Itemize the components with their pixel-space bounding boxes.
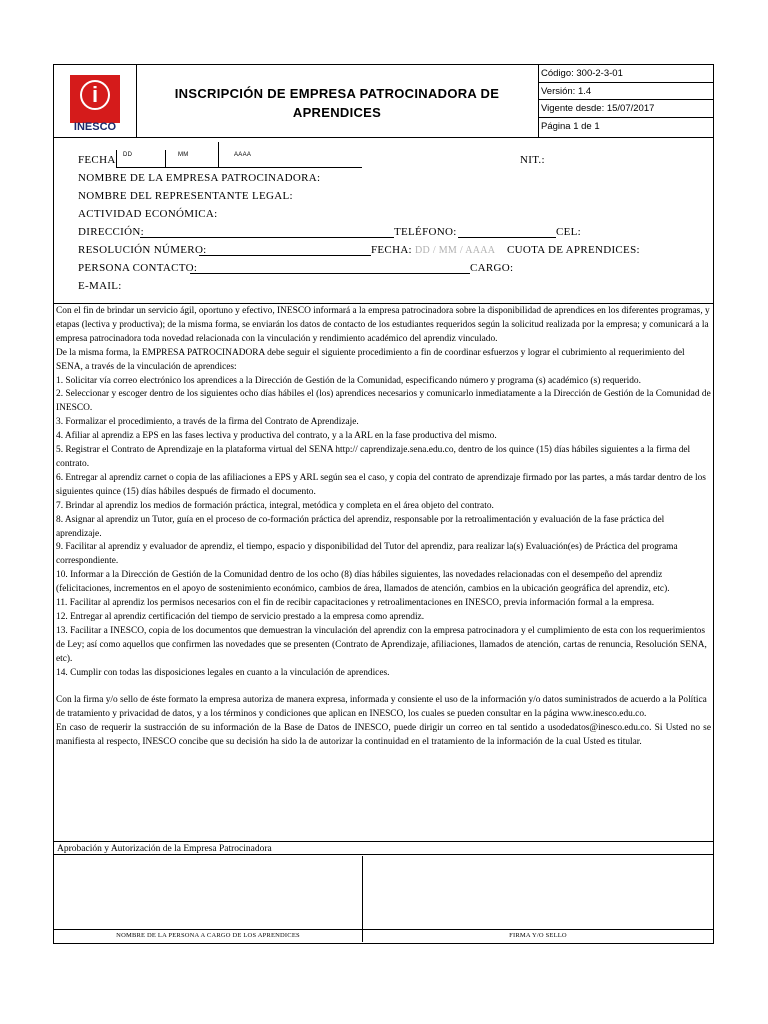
- info-i-icon: i: [80, 80, 110, 110]
- direccion-field[interactable]: [140, 237, 394, 238]
- company-fields: [54, 137, 713, 304]
- document-meta: [538, 65, 713, 137]
- step-2: 2. Seleccionar y escoger dentro de los siguientes ocho días hábiles el (los) aprendices necesarios y comunicarlo inmediatamente a la Dirección de Gestión de la Comunidad de INESCO.: [56, 389, 711, 414]
- contacto-field[interactable]: [190, 273, 470, 274]
- empresa-label: NOMBRE DE LA EMPRESA PATROCINADORA:: [78, 172, 321, 184]
- form-header: [54, 65, 713, 138]
- email-label: E-MAIL:: [78, 280, 122, 292]
- meta-version: Versión: 1.4: [538, 83, 713, 101]
- responsible-name-box[interactable]: [54, 856, 363, 942]
- title-line-1: INSCRIPCIÓN DE EMPRESA PATROCINADORA DE: [174, 86, 500, 101]
- step-5: 5. Registrar el Contrato de Aprendizaje en la plataforma virtual del SENA http:// caprendizaje.sena.edu.co, dentro de los quince (15) días hábiles siguientes a la firma del contrato.: [56, 445, 691, 469]
- consent-paragraph: Con la firma y/o sello de éste formato la empresa autoriza de manera expresa, informada y consiente el uso de la información y/o datos suministrados de acuerdo a la Política de tratamiento y privacidad de datos, y a los términos y condiciones que aplican en INESCO, los cuales se pueden consultar en la página www.inesco.edu.co.: [56, 695, 707, 720]
- step-3: 3. Formalizar el procedimiento, a través de la firma del Contrato de Aprendizaje.: [56, 417, 359, 428]
- step-12: 12. Entregar al aprendiz certificación del tiempo de servicio prestado a la empresa como aprendiz.: [56, 611, 425, 622]
- actividad-label: ACTIVIDAD ECONÓMICA:: [78, 208, 218, 220]
- meta-pagina: Página 1 de 1: [541, 120, 600, 132]
- cel-label: CEL:: [556, 226, 582, 238]
- dd-label: DD: [123, 152, 133, 158]
- inesco-logo: [70, 75, 120, 123]
- procedure-intro: De la misma forma, la EMPRESA PATROCINADORA debe seguir el siguiente procedimiento a fin de coordinar esfuerzos y lograr el cubrimiento al requerimiento del SENA, a través de la vinculación de aprendices:: [56, 347, 685, 372]
- nit-label: NIT.:: [520, 154, 545, 166]
- resolucion-label: RESOLUCIÓN NÚMERO:: [78, 244, 207, 256]
- approval-title: Aprobación y Autorización de la Empresa Patrocinadora: [54, 841, 713, 855]
- cargo-label: CARGO:: [470, 262, 514, 274]
- step-11: 11. Facilitar al aprendiz los permisos necesarios con el fin de recibir capacitaciones y retroalimentaciones en INESCO, previa información formal a la empresa.: [56, 598, 655, 609]
- meta-vigente: Vigente desde: 15/07/2017: [538, 100, 713, 118]
- meta-codigo: Código: 300-2-3-01: [538, 65, 713, 83]
- step-13: 13. Facilitar a INESCO, copia de los documentos que demuestran la vinculación del aprendiz con la empresa patrocinadora y el cumplimiento de esta con los requerimientos de Ley; así como aquellos que confirmen las novedades que se presenten (Contrato de Aprendizaje, afiliaciones, llamados de atención, cartas de renuncia, Resolución SENA, etc).: [56, 625, 707, 664]
- data-removal-paragraph: En caso de requerir la sustracción de su información de la Base de Datos de INESCO, puede dirigir un correo en tal sentido a usodedatos@inesco.edu.co. Si Usted no se manifiesta al respecto, INESCO concibe que su decisión ha sido la de autorizar la continuidad en el tratamiento de la información de la cual Usted es titular.: [56, 723, 711, 748]
- date-dd-box[interactable]: [116, 150, 166, 168]
- fecha2-label: FECHA:: [371, 244, 412, 256]
- telefono-label: TELÉFONO:: [394, 226, 457, 238]
- direccion-label: DIRECCIÓN:: [78, 226, 144, 238]
- terms-body: [56, 305, 711, 845]
- step-14: 14. Cumplir con todas las disposiciones legales en cuanto a la vinculación de aprendices.: [56, 667, 390, 678]
- intro-paragraph: Con el fin de brindar un servicio ágil, oportuno y efectivo, INESCO informará a la empresa patrocinadora sobre la disponibilidad de aprendices en los diferentes programas, y etapas (lectiva y productiva); de la misma forma, se enviarán los datos de contacto de los estudiantes requeridos según la solicitud realizada por la empresa; y comunicará a la empresa patrocinadora toda novedad relacionada con la vinculación y rendimiento académico del aprendiz vinculado.: [56, 306, 710, 344]
- logo-wordmark: INESCO: [73, 121, 117, 133]
- step-7: 7. Brindar al aprendiz los medios de formación práctica, integral, metódica y completa en el área objeto del contrato.: [56, 500, 494, 511]
- title-line-2: APRENDICES: [292, 105, 382, 120]
- logo-cell: [54, 65, 137, 137]
- representante-label: NOMBRE DEL REPRESENTANTE LEGAL:: [78, 190, 293, 202]
- signature-label: FIRMA Y/O SELLO: [363, 929, 713, 942]
- date-aaaa-box[interactable]: [218, 150, 362, 168]
- step-9: 9. Facilitar al aprendiz y evaluador de aprendiz, el tiempo, espacio y disponibilidad del Tutor del aprendiz, para realizar la(s) Evaluación(es) de Práctica del programa correspondiente.: [56, 542, 678, 567]
- aaaa-label: AAAA: [234, 152, 252, 158]
- telefono-field[interactable]: [458, 237, 556, 238]
- date-mm-box[interactable]: [164, 145, 219, 168]
- step-8: 8. Asignar al aprendiz un Tutor, guía en el proceso de co-formación práctica del aprendiz, responsable por la retroalimentación y evaluación de la fase práctica del aprendizaje.: [56, 514, 665, 539]
- mm-label: MM: [178, 152, 189, 158]
- form-title: [136, 84, 538, 122]
- resolucion-field[interactable]: [199, 255, 371, 256]
- title-cell: [136, 65, 539, 137]
- step-1: 1. Solicitar vía correo electrónico los aprendices a la Dirección de Gestión de la Comunidad, especificando número y programa (s) académico (s) requerido.: [56, 375, 641, 386]
- step-10: 10. Informar a la Dirección de Gestión de la Comunidad dentro de los ocho (8) días hábiles siguientes, las novedades relacionadas con el desempeño del aprendiz (felicitaciones, incrementos en el apoyo de sostenimiento económico, cambios de área, llamados de atención, cambios en la ubicación geográfica del aprendiz, etc).: [56, 570, 670, 595]
- step-4: 4. Afiliar al aprendiz a EPS en las fases lectiva y productiva del contrato, y a la ARL en la fase productiva del mismo.: [56, 431, 497, 442]
- contacto-label: PERSONA CONTACTO:: [78, 262, 198, 274]
- signature-box[interactable]: [363, 856, 713, 942]
- step-6: 6. Entregar al aprendiz carnet o copia de las afiliaciones a EPS y ARL según sea el caso, y copia del contrato de aprendizaje firmado por las partes, a más tardar dentro de los siguientes quince (15) días hábiles después de firmado el documento.: [56, 472, 706, 497]
- form-frame: [53, 64, 714, 944]
- fecha-label: FECHA: [78, 154, 116, 166]
- responsible-name-label: NOMBRE DE LA PERSONA A CARGO DE LOS APRENDICES: [54, 929, 362, 942]
- spacer: [56, 680, 711, 694]
- cuota-label: CUOTA DE APRENDICES:: [507, 244, 640, 256]
- fecha2-placeholder[interactable]: DD / MM / AAAA: [415, 245, 496, 256]
- date-separator: [218, 142, 219, 159]
